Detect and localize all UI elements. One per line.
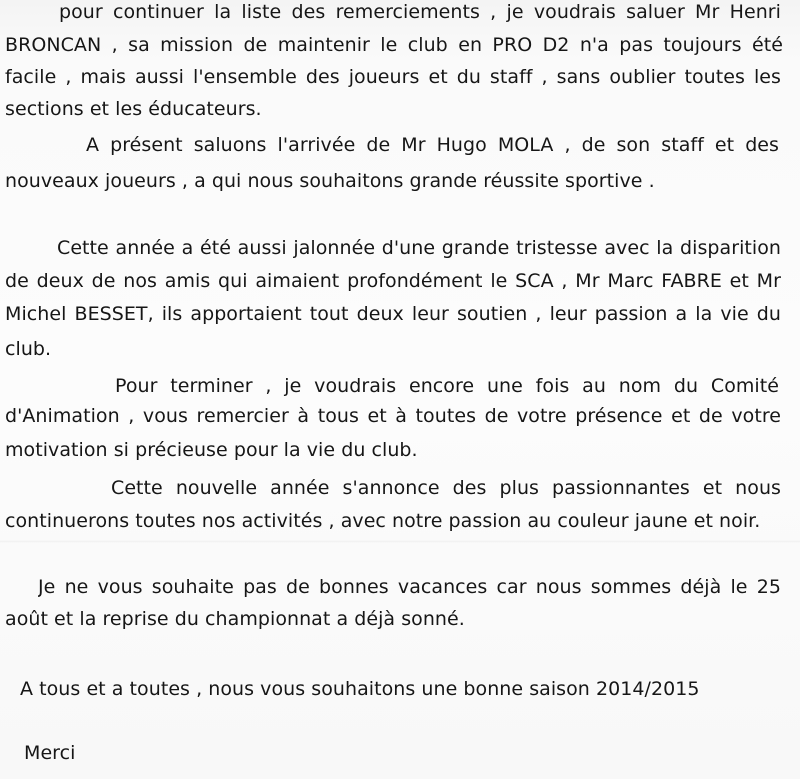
text-line-5: A présent saluons l'arrivée de Mr Hugo MOLA , de son staff et des	[86, 134, 779, 156]
text-line-2: BRONCAN , sa mission de maintenir le club en PRO D2 n'a pas toujours été	[5, 34, 783, 56]
text-line-11: Pour terminer , je voudrais encore une fois au nom du Comité	[115, 375, 779, 397]
closing-merci: Merci	[24, 742, 76, 764]
text-line-3: facile , mais aussi l'ensemble des joueurs et du staff , sans oublier toutes les	[5, 66, 781, 88]
text-line-18: A tous et a toutes , nous vous souhaitons une bonne saison 2014/2015	[20, 678, 700, 700]
text-line-12: d'Animation , vous remercier à tous et à toutes de votre présence et de votre	[5, 405, 781, 427]
text-line-13: motivation si précieuse pour la vie du club.	[5, 439, 418, 461]
text-line-14: Cette nouvelle année s'annonce des plus passionnantes et nous	[111, 477, 781, 499]
text-line-8: de deux de nos amis qui aimaient profondément le SCA , Mr Marc FABRE et Mr	[5, 270, 781, 292]
text-line-17: août et la reprise du championnat a déjà sonné.	[5, 608, 465, 630]
text-line-9: Michel BESSET, ils apportaient tout deux leur soutien , leur passion a la vie du	[5, 303, 781, 325]
text-line-6: nouveaux joueurs , a qui nous souhaitons grande réussite sportive .	[5, 170, 655, 192]
text-line-1: pour continuer la liste des remerciements , je voudrais saluer Mr Henri	[59, 1, 781, 23]
text-line-7: Cette année a été aussi jalonnée d'une grande tristesse avec la disparition	[57, 237, 781, 259]
paper-fold	[0, 540, 800, 543]
text-line-4: sections et les éducateurs.	[5, 98, 262, 120]
text-line-15: continuerons toutes nos activités , avec notre passion au couleur jaune et noir.	[5, 510, 761, 532]
text-line-10: club.	[5, 338, 52, 360]
text-line-16: Je ne vous souhaite pas de bonnes vacances car nous sommes déjà le 25	[38, 576, 781, 598]
